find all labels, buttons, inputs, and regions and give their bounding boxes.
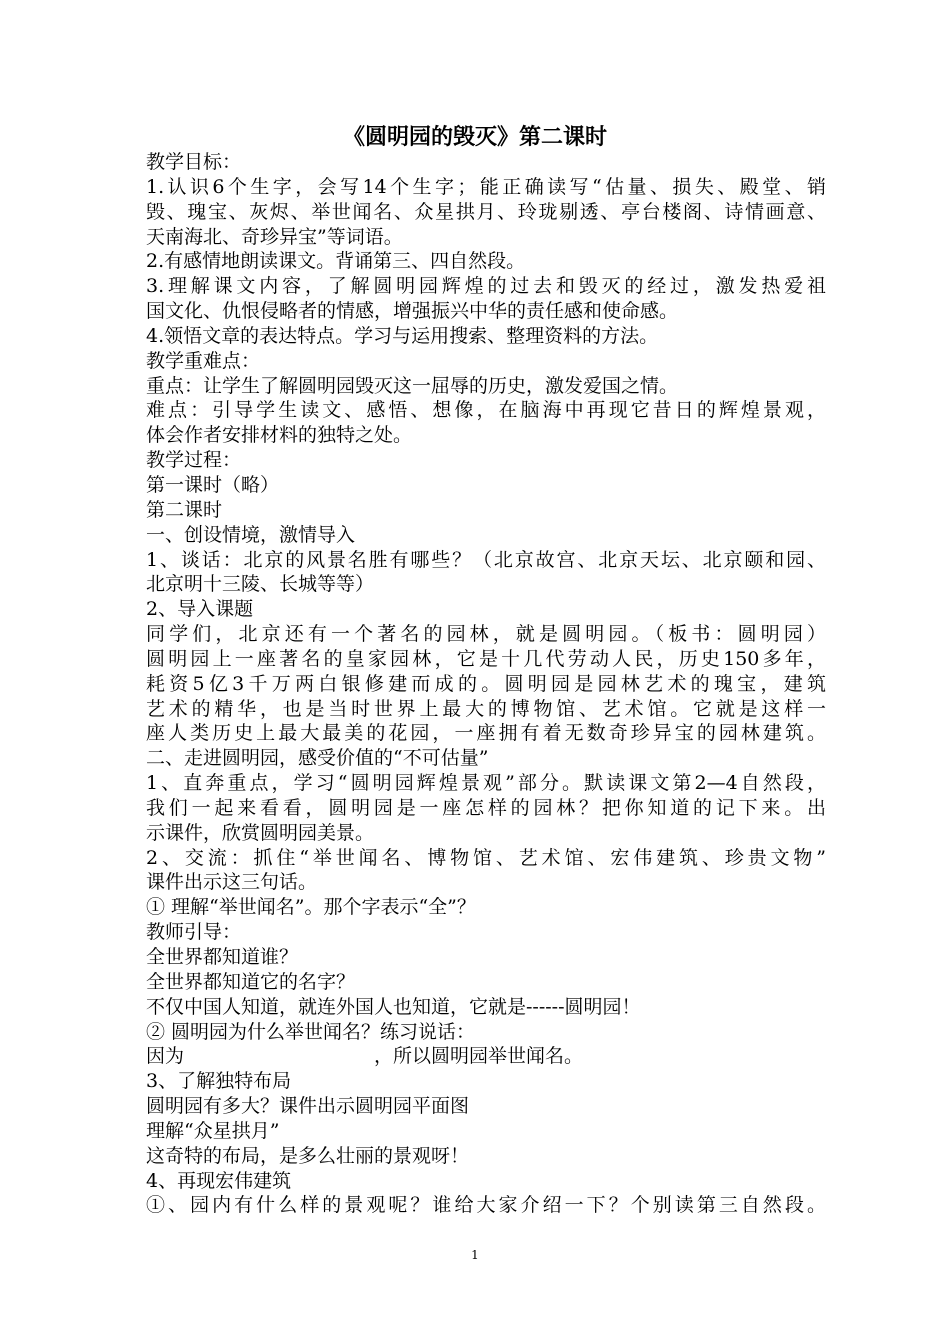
text-line: 第一课时（略） bbox=[146, 473, 280, 496]
text-line: ① 理解“举世闻名”。那个字表示“全”？ bbox=[146, 896, 476, 919]
text-line: 圆明园上一座著名的皇家园林，它是十几代劳动人民，历史150多年， bbox=[146, 647, 826, 670]
text-line: 毁、瑰宝、灰烬、举世闻名、众星拱月、玲珑剔透、亭台楼阁、诗情画意、 bbox=[146, 200, 826, 223]
text-line: 教学重难点： bbox=[146, 349, 261, 372]
text-line: 1、直奔重点，学习“圆明园辉煌景观”部分。默读课文第2—4自然段， bbox=[146, 772, 826, 795]
text-line: 重点：让学生了解圆明园毁灭这一屈辱的历史，激发爱国之情。 bbox=[146, 374, 679, 397]
text-line: 教学目标： bbox=[146, 151, 242, 173]
text-line: 圆明园有多大？课件出示圆明园平面图 bbox=[146, 1095, 470, 1118]
text-line: 2、导入课题 bbox=[146, 598, 254, 621]
text-line: 天南海北、奇珍异宝”等词语。 bbox=[146, 225, 403, 248]
text-line: 北京明十三陵、长城等等） bbox=[146, 573, 375, 596]
text-line: ①、园内有什么样的景观呢？谁给大家介绍一下？个别读第三自然段。 bbox=[146, 1194, 826, 1217]
text-line: 一、创设情境，激情导入 bbox=[146, 523, 356, 546]
text-line: 全世界都知道它的名字？ bbox=[146, 970, 356, 993]
text-line: 我们一起来看看，圆明园是一座怎样的园林？把你知道的记下来。出 bbox=[146, 796, 826, 819]
text-line: 难点：引导学生读文、感悟、想像，在脑海中再现它昔日的辉煌景观， bbox=[146, 399, 826, 422]
text-line: 2.有感情地朗读课文。背诵第三、四自然段。 bbox=[146, 250, 526, 273]
text-line: 教师引导： bbox=[146, 921, 242, 944]
page-number: 1 bbox=[471, 1248, 479, 1262]
document-body bbox=[146, 150, 826, 1218]
text-line: 2、交流：抓住“举世闻名、博物馆、艺术馆、宏伟建筑、珍贵文物” bbox=[146, 846, 826, 869]
text-line: 4、再现宏伟建筑 bbox=[146, 1169, 292, 1192]
text-line: 全世界都知道谁？ bbox=[146, 946, 299, 968]
text-line: 二、走进圆明园，感受价值的“不可估量” bbox=[146, 747, 489, 770]
text-line: 课件出示这三句话。 bbox=[146, 871, 318, 894]
text-line: 3、了解独特布局 bbox=[146, 1070, 292, 1093]
text-line: 教学过程： bbox=[146, 449, 242, 472]
text-line: 理解“众星拱月” bbox=[146, 1119, 280, 1142]
text-line: 这奇特的布局，是多么壮丽的景观呀！ bbox=[146, 1144, 470, 1167]
text-line: 耗资5亿3千万两白银修建而成的。圆明园是园林艺术的瑰宝，建筑 bbox=[146, 672, 826, 695]
text-line: 不仅中国人知道，就连外国人也知道，它就是------圆明园！ bbox=[146, 995, 641, 1018]
text-line: 3.理解课文内容，了解圆明园辉煌的过去和毁灭的经过，激发热爱祖 bbox=[146, 275, 826, 298]
text-line: 艺术的精华，也是当时世界上最大的博物馆、艺术馆。它就是这样一 bbox=[146, 697, 826, 720]
text-line: 示课件，欣赏圆明园美景。 bbox=[146, 821, 375, 844]
text-line: 体会作者安排材料的独特之处。 bbox=[146, 424, 413, 447]
document-title: 《圆明园的毁灭》第二课时 bbox=[342, 124, 607, 150]
text-line: 国文化、仇恨侵略者的情感，增强振兴中华的责任感和使命感。 bbox=[146, 300, 679, 323]
text-line: 4.领悟文章的表达特点。学习与运用搜索、整理资料的方法。 bbox=[146, 324, 659, 347]
text-line: 第二课时 bbox=[146, 498, 223, 521]
text-line: 1.认识6个生字，会写14个生字；能正确读写“估量、损失、殿堂、销 bbox=[146, 175, 826, 198]
text-line: ② 圆明园为什么举世闻名？练习说话： bbox=[146, 1020, 476, 1043]
text-line: 座人类历史上最大最美的花园，一座拥有着无数奇珍异宝的园林建筑。 bbox=[146, 722, 826, 745]
text-line: 同学们，北京还有一个著名的园林，就是圆明园。（板书：圆明园） bbox=[146, 623, 826, 646]
text-line: 因为 ，所以圆明园举世闻名。 bbox=[146, 1045, 584, 1068]
text-line: 1、谈话：北京的风景名胜有哪些？（北京故宫、北京天坛、北京颐和园、 bbox=[146, 548, 826, 571]
